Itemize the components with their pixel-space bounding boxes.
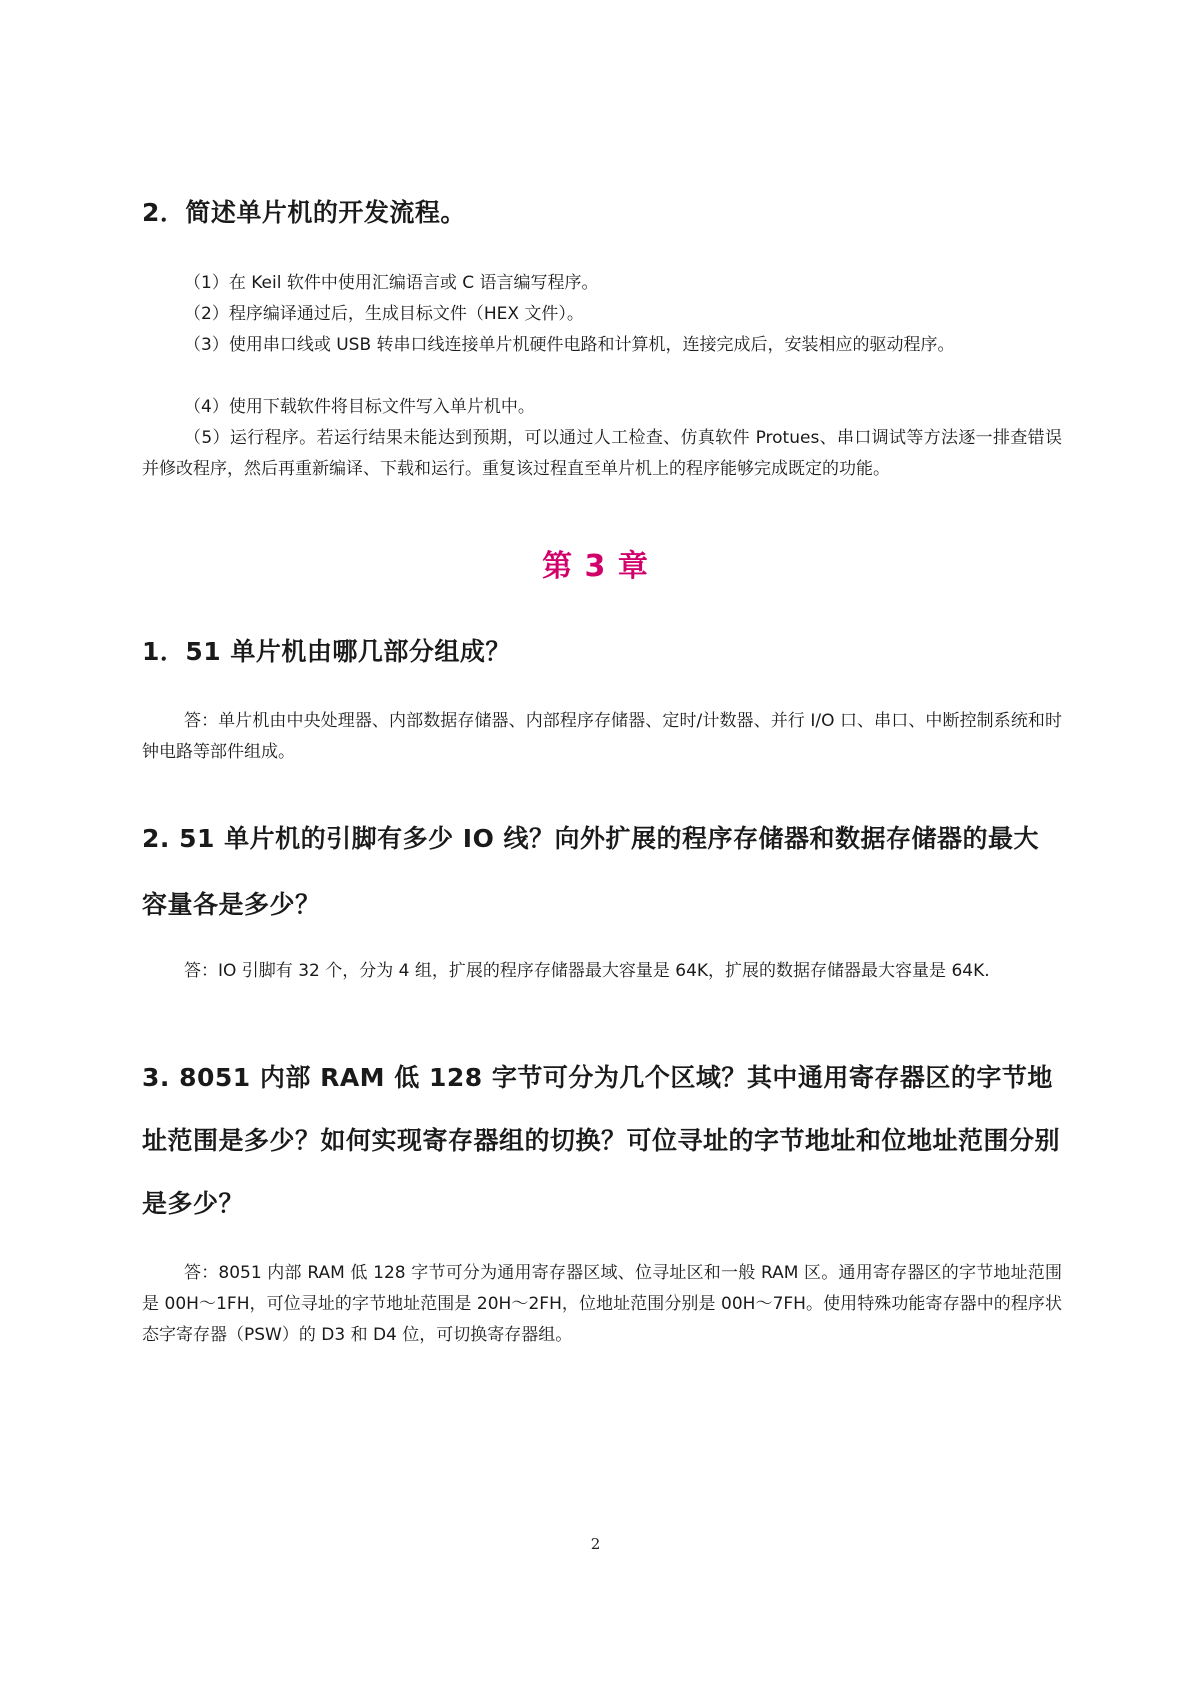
step-2: （2）程序编译通过后，生成目标文件（HEX 文件）。 <box>184 304 584 324</box>
question-heading-development-flow: 2．简述单片机的开发流程。 <box>142 198 466 227</box>
answer-ram-areas: 答：8051 内部 RAM 低 128 字节可分为通用寄存器区域、位寻址区和一般 RAM 区。通用寄存器区的字节地址范围是 00H～1FH，可位寻址的字节地址范围是 20H～2FH，位地址范围分别是 00H～7FH。使用特殊功能寄存器中的程序状态字寄存器（PSW）的 D3 和 D4 位，可切换寄存器组。 <box>142 1263 1062 1345</box>
question-heading-io-lines: 2. 51 单片机的引脚有多少 IO 线？向外扩展的程序存储器和数据存储器的最大容量各是多少？ <box>142 824 1040 919</box>
step-1: （1）在 Keil 软件中使用汇编语言或 C 语言编写程序。 <box>184 273 599 293</box>
question-heading-ram-areas: 3. 8051 内部 RAM 低 128 字节可分为几个区域？其中通用寄存器区的字节地址范围是多少？如何实现寄存器组的切换？可位寻址的字节地址和位地址范围分别是多少？ <box>142 1063 1061 1218</box>
chapter-title: 第 3 章 <box>542 549 649 584</box>
question-heading-components: 1．51 单片机由哪几部分组成？ <box>142 637 511 666</box>
step-4: （4）使用下载软件将目标文件写入单片机中。 <box>184 397 535 417</box>
step-5: （5）运行程序。若运行结果未能达到预期，可以通过人工检查、仿真软件 Protues、串口调试等方法逐一排查错误并修改程序，然后再重新编译、下载和运行。重复该过程直至单片机上的程序能够完成既定的功能。 <box>142 428 1062 479</box>
page-number: 2 <box>590 1535 601 1553</box>
answer-io-lines: 答：IO 引脚有 32 个，分为 4 组，扩展的程序存储器最大容量是 64K，扩展的数据存储器最大容量是 64K. <box>184 961 990 981</box>
step-3: （3）使用串口线或 USB 转串口线连接单片机硬件电路和计算机，连接完成后，安装相应的驱动程序。 <box>184 335 955 355</box>
answer-components: 答：单片机由中央处理器、内部数据存储器、内部程序存储器、定时/计数器、并行 I/O 口、串口、中断控制系统和时钟电路等部件组成。 <box>142 711 1062 762</box>
